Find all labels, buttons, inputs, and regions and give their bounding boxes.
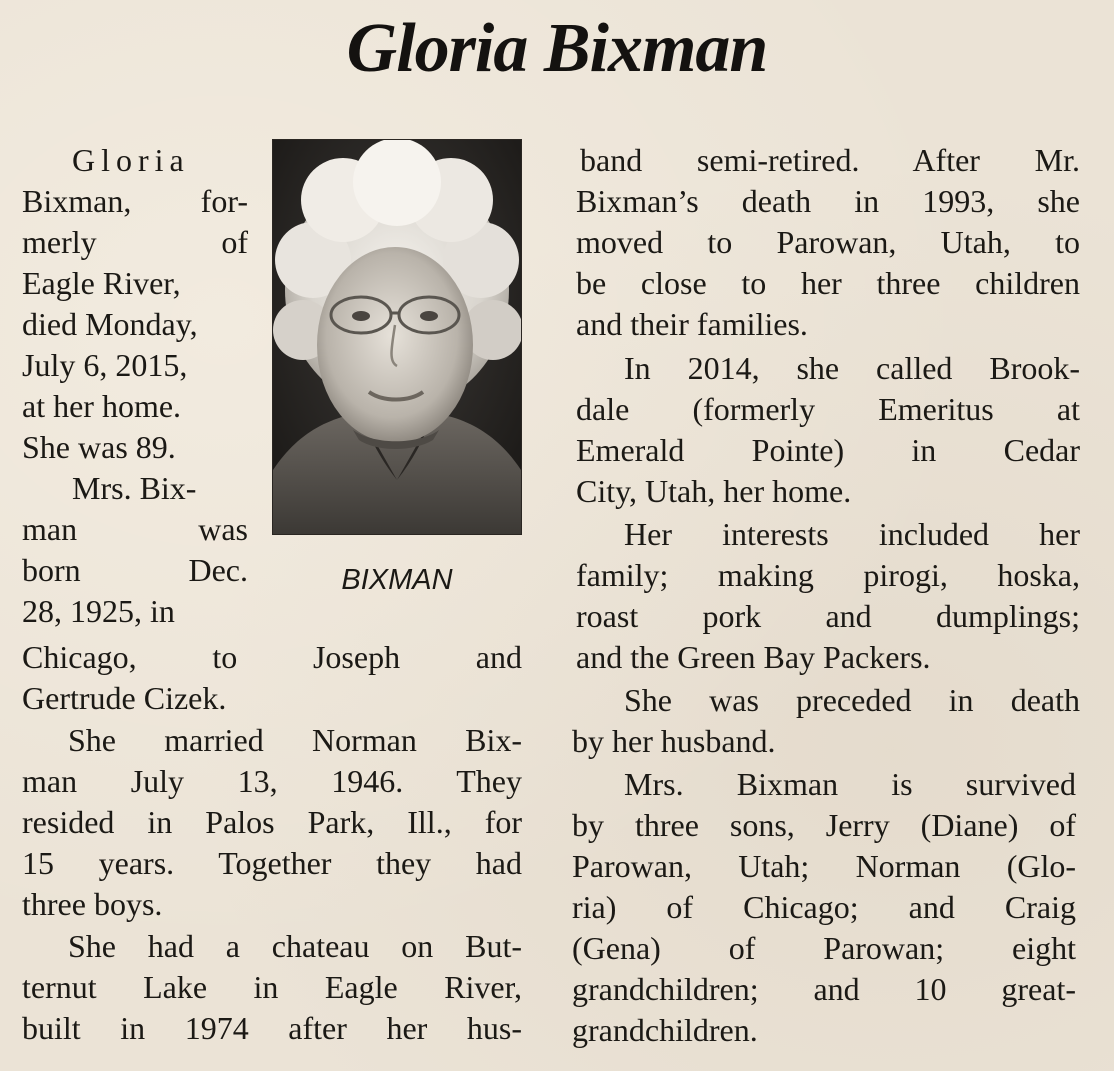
right-line: and the Green Bay Packers. [576, 639, 931, 675]
left-line: 15 years. Together they had [22, 845, 522, 881]
photo-caption: BIXMAN [341, 564, 453, 596]
right-line: by her husband. [572, 723, 776, 759]
left-line: Mrs. Bix- [72, 470, 197, 506]
portrait-image [273, 140, 521, 534]
left-line: She was 89. [22, 429, 176, 465]
right-line: by three sons, Jerry (Diane) of [572, 807, 1076, 843]
right-line: (Gena) of Parowan; eight [572, 930, 1076, 966]
right-line: Her interests included her [624, 516, 1080, 552]
left-line: Bixman, for- [22, 183, 248, 219]
right-line: band semi-retired. After Mr. [580, 142, 1080, 178]
obituary-title: Gloria Bixman [346, 10, 768, 87]
right-line: ria) of Chicago; and Craig [572, 889, 1076, 925]
left-line: She married Norman Bix- [68, 722, 522, 758]
left-line: born Dec. [22, 552, 248, 588]
left-line: Eagle River, [22, 265, 181, 301]
right-line: moved to Parowan, Utah, to [576, 224, 1080, 260]
left-line: July 6, 2015, [22, 347, 188, 383]
right-line: Mrs. Bixman is survived [624, 766, 1076, 802]
left-line: man was [22, 511, 248, 547]
right-line: Bixman’s death in 1993, she [576, 183, 1080, 219]
left-line: man July 13, 1946. They [22, 763, 522, 799]
left-line: at her home. [22, 388, 182, 424]
left-line: Gloria [72, 142, 190, 178]
right-line: family; making pirogi, hoska, [576, 557, 1080, 593]
right-line: In 2014, she called Brook- [624, 350, 1080, 386]
left-line: Chicago, to Joseph and [22, 639, 522, 675]
left-line: merly of [22, 224, 248, 260]
left-line: 28, 1925, in [22, 593, 175, 629]
left-line: ternut Lake in Eagle River, [22, 969, 522, 1005]
right-line: and their families. [576, 306, 808, 342]
right-line: grandchildren; and 10 great- [572, 971, 1076, 1007]
left-line: resided in Palos Park, Ill., for [22, 804, 522, 840]
portrait-photo [272, 139, 522, 535]
right-line: She was preceded in death [624, 682, 1080, 718]
left-line: She had a chateau on But- [68, 928, 522, 964]
left-line: Gertrude Cizek. [22, 680, 227, 716]
left-line: died Monday, [22, 306, 198, 342]
right-line: City, Utah, her home. [576, 473, 852, 509]
left-line: built in 1974 after her hus- [22, 1010, 522, 1046]
left-line: three boys. [22, 886, 163, 922]
right-line: Parowan, Utah; Norman (Glo- [572, 848, 1076, 884]
right-line: dale (formerly Emeritus at [576, 391, 1080, 427]
right-line: be close to her three children [576, 265, 1080, 301]
right-line: roast pork and dumplings; [576, 598, 1080, 634]
right-line: grandchildren. [572, 1012, 758, 1048]
right-line: Emerald Pointe) in Cedar [576, 432, 1080, 468]
